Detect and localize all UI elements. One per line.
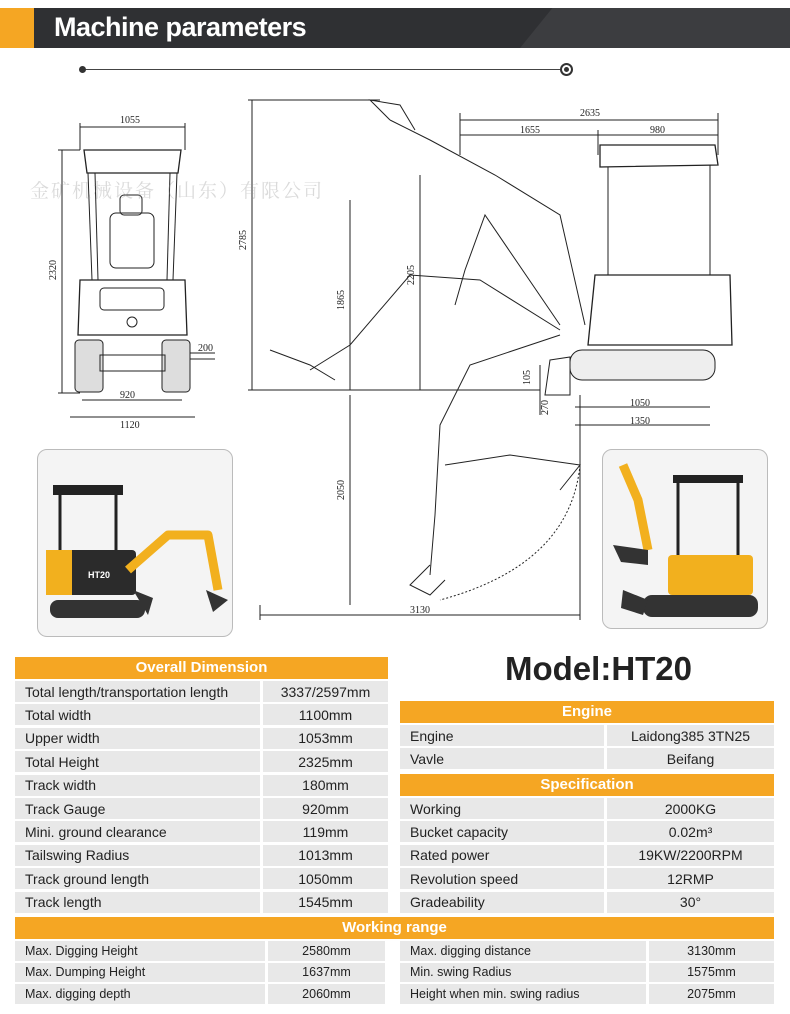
svg-text:920: 920 <box>120 390 135 401</box>
working-range-left-label: Max. digging depth <box>15 984 265 1004</box>
svg-text:1055: 1055 <box>120 115 140 126</box>
specification-value: 19KW/2200RPM <box>607 845 774 866</box>
overall-dimension-label: Mini. ground clearance <box>15 821 260 842</box>
overall-dimension-row <box>15 751 388 772</box>
specification-value: 30° <box>607 892 774 913</box>
header-right-panel <box>520 8 790 48</box>
engine-row <box>400 725 774 746</box>
working-range-right-row <box>400 984 774 1004</box>
specification-row <box>400 798 774 819</box>
svg-text:2320: 2320 <box>48 260 59 280</box>
engine-header: Engine <box>400 701 774 723</box>
svg-text:980: 980 <box>650 125 665 136</box>
working-range-left-value: 2580mm <box>268 941 385 961</box>
engine-value: Beifang <box>607 748 774 769</box>
svg-text:2635: 2635 <box>580 108 600 119</box>
specification-row <box>400 821 774 842</box>
overall-dimension-label: Upper width <box>15 728 260 749</box>
working-range-right-label: Height when min. swing radius <box>400 984 646 1004</box>
page-title: Machine parameters <box>54 12 307 42</box>
excavator-photo-left <box>37 449 233 637</box>
specification-label: Bucket capacity <box>400 821 604 842</box>
working-range-right-row <box>400 963 774 983</box>
working-range-left-value: 2060mm <box>268 984 385 1004</box>
working-range-left-value: 1637mm <box>268 963 385 983</box>
working-range-right-value: 2075mm <box>649 984 774 1004</box>
svg-text:1120: 1120 <box>120 420 140 431</box>
overall-dimension-header: Overall Dimension <box>15 657 388 679</box>
working-range-left-row <box>15 941 385 961</box>
overall-dimension-row <box>15 704 388 725</box>
overall-dimension-row <box>15 728 388 749</box>
specification-row <box>400 868 774 889</box>
specification-value: 2000KG <box>607 798 774 819</box>
svg-text:1865: 1865 <box>336 290 347 310</box>
overall-dimension-value: 180mm <box>263 775 388 796</box>
specification-header: Specification <box>400 774 774 796</box>
divider-dot-right <box>560 63 573 76</box>
working-range-left-row <box>15 984 385 1004</box>
specification-label: Rated power <box>400 845 604 866</box>
divider-line <box>82 69 566 70</box>
svg-text:1350: 1350 <box>630 416 650 427</box>
working-range-header: Working range <box>15 917 774 939</box>
svg-text:270: 270 <box>540 400 551 415</box>
svg-text:HT20: HT20 <box>88 570 111 580</box>
svg-text:2785: 2785 <box>238 230 249 250</box>
overall-dimension-label: Track length <box>15 892 260 913</box>
overall-dimension-value: 1053mm <box>263 728 388 749</box>
engine-label: Engine <box>400 725 604 746</box>
working-range-right-label: Min. swing Radius <box>400 963 646 983</box>
header-accent <box>0 8 34 48</box>
engine-label: Vavle <box>400 748 604 769</box>
svg-text:1655: 1655 <box>520 125 540 136</box>
overall-dimension-value: 1050mm <box>263 868 388 889</box>
overall-dimension-row <box>15 798 388 819</box>
overall-dimension-value: 1545mm <box>263 892 388 913</box>
engine-row <box>400 748 774 769</box>
working-range-left-label: Max. Digging Height <box>15 941 265 961</box>
working-range-right-row <box>400 941 774 961</box>
overall-dimension-row <box>15 868 388 889</box>
overall-dimension-row <box>15 681 388 702</box>
working-range-right-value: 1575mm <box>649 963 774 983</box>
working-range-right-value: 3130mm <box>649 941 774 961</box>
specification-row <box>400 845 774 866</box>
overall-dimension-row <box>15 845 388 866</box>
overall-dimension-value: 1100mm <box>263 704 388 725</box>
overall-dimension-value: 3337/2597mm <box>263 681 388 702</box>
divider-dot-left <box>79 66 86 73</box>
specification-row <box>400 892 774 913</box>
overall-dimension-value: 1013mm <box>263 845 388 866</box>
overall-dimension-value: 2325mm <box>263 751 388 772</box>
model-title: Model:HT20 <box>505 650 693 687</box>
svg-text:2205: 2205 <box>406 265 417 285</box>
overall-dimension-value: 119mm <box>263 821 388 842</box>
overall-dimension-value: 920mm <box>263 798 388 819</box>
overall-dimension-label: Total width <box>15 704 260 725</box>
working-range-left-row <box>15 963 385 983</box>
svg-text:1050: 1050 <box>630 398 650 409</box>
specification-value: 0.02m³ <box>607 821 774 842</box>
overall-dimension-row <box>15 821 388 842</box>
engine-value: Laidong385 3TN25 <box>607 725 774 746</box>
svg-text:2050: 2050 <box>336 480 347 500</box>
svg-text:105: 105 <box>522 370 533 385</box>
specification-label: Gradeability <box>400 892 604 913</box>
overall-dimension-label: Tailswing Radius <box>15 845 260 866</box>
overall-dimension-row <box>15 775 388 796</box>
header-banner <box>0 0 790 52</box>
working-range-left-label: Max. Dumping Height <box>15 963 265 983</box>
specification-value: 12RMP <box>607 868 774 889</box>
working-range-right-label: Max. digging distance <box>400 941 646 961</box>
specification-label: Revolution speed <box>400 868 604 889</box>
overall-dimension-label: Track width <box>15 775 260 796</box>
specification-label: Working <box>400 798 604 819</box>
front-view-drawing <box>40 105 230 430</box>
excavator-photo-right <box>602 449 768 629</box>
overall-dimension-row <box>15 892 388 913</box>
overall-dimension-label: Track ground length <box>15 868 260 889</box>
svg-text:3130: 3130 <box>410 605 430 616</box>
overall-dimension-label: Track Gauge <box>15 798 260 819</box>
overall-dimension-label: Total Height <box>15 751 260 772</box>
overall-dimension-label: Total length/transportation length <box>15 681 260 702</box>
watermark-text: 金矿机械设备（山东）有限公司 <box>30 180 325 202</box>
svg-text:200: 200 <box>198 343 213 354</box>
